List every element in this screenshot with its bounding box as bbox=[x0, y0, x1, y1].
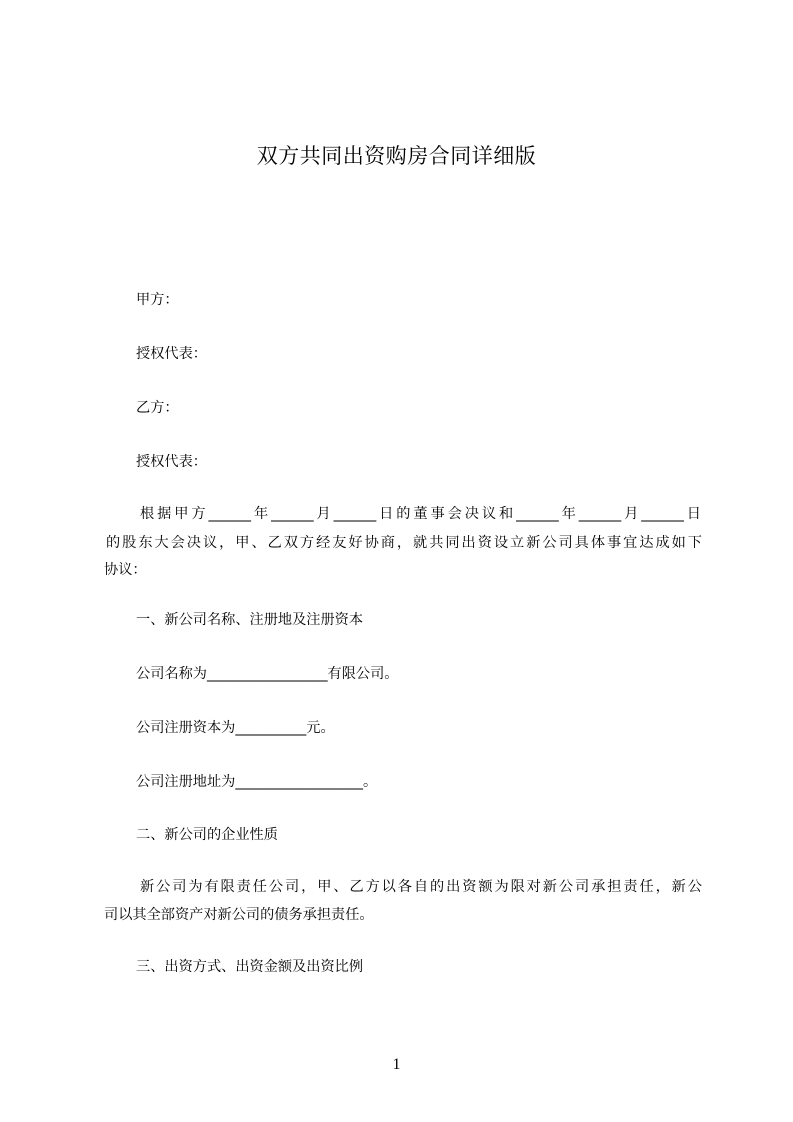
page-number: 1 bbox=[392, 1056, 401, 1073]
nature-line-2: 司以其全部资产对新公司的债务承担责任。 bbox=[104, 907, 374, 923]
section-1-heading: 一、新公司名称、注册地及注册资本 bbox=[136, 612, 364, 628]
section-2-heading: 二、新公司的企业性质 bbox=[136, 827, 278, 843]
party-a-representative-label: 授权代表： bbox=[136, 346, 207, 362]
nature-line-1: 新公司为有限责任公司，甲、乙方以各自的出资额为限对新公司承担责任，新公 bbox=[140, 879, 702, 895]
party-b-representative-label: 授权代表： bbox=[136, 454, 207, 470]
preamble-line-1: 根据甲方______年______月______日的董事会决议和______年______月______日 bbox=[140, 506, 701, 522]
party-b-label: 乙方： bbox=[136, 400, 179, 416]
registered-capital-clause: 公司注册资本为__________元。 bbox=[136, 720, 335, 736]
party-a-label: 甲方： bbox=[136, 292, 179, 308]
registered-address-clause: 公司注册地址为__________________。 bbox=[136, 774, 378, 790]
preamble-line-3: 协议： bbox=[104, 562, 147, 578]
company-name-clause: 公司名称为_________________有限公司。 bbox=[136, 666, 399, 682]
document-title: 双方共同出资购房合同详细版 bbox=[256, 144, 537, 168]
section-3-heading: 三、出资方式、出资金额及出资比例 bbox=[136, 959, 364, 975]
preamble-line-2: 的股东大会决议，甲、乙双方经友好协商，就共同出资设立新公司具体事宜达成如下 bbox=[106, 535, 702, 551]
